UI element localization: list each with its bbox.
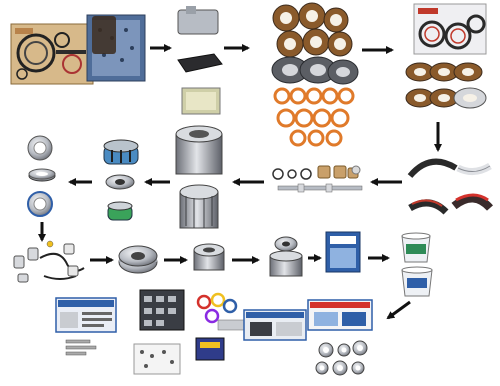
small-parts-icon xyxy=(196,294,244,360)
pump-icon xyxy=(104,140,138,220)
clutch-kit-icon xyxy=(406,4,486,108)
bearing-icon xyxy=(28,136,55,216)
shell-icon xyxy=(194,244,224,270)
bushing-icon xyxy=(273,166,362,192)
gasket-set-icon xyxy=(308,300,372,330)
bucket-icon xyxy=(402,233,432,296)
valve-body-icon xyxy=(134,290,184,374)
manual-icon xyxy=(326,232,360,272)
planetary-icon xyxy=(119,246,157,273)
band-icon xyxy=(410,162,490,212)
seal-ring-icon xyxy=(275,89,353,145)
bearing-icon xyxy=(316,341,367,375)
drum-icon xyxy=(176,126,222,228)
filter-icon xyxy=(178,6,222,114)
shift-kit-icon xyxy=(56,298,116,355)
flow-arrow xyxy=(388,302,410,318)
steel-plate-icon xyxy=(272,57,358,84)
gasket-set-icon xyxy=(11,24,93,84)
converter-icon xyxy=(270,237,302,276)
clutch-kit-icon xyxy=(244,310,306,340)
solenoid-icon xyxy=(14,241,84,282)
clutch-pack-icon xyxy=(273,3,352,57)
separator-plate-icon xyxy=(87,15,145,81)
